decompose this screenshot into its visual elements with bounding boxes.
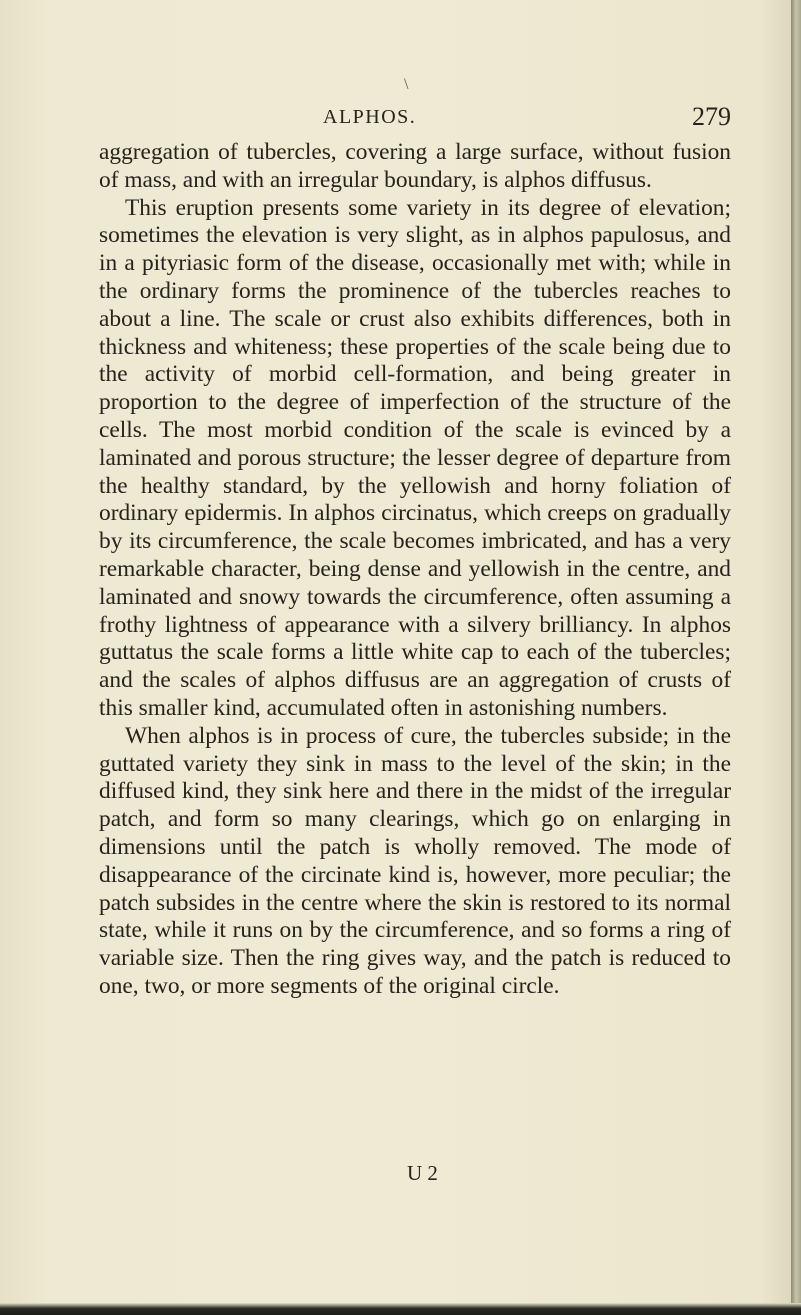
page-header (99, 102, 731, 136)
page-edge-right (791, 0, 801, 1315)
paragraph: aggregation of tubercles, covering a large surface, without fusion of mass, and with an irregular boundary, is alphos diffusus. (99, 139, 731, 193)
margin-mark: \ (404, 76, 409, 93)
page-number: 279 (692, 102, 731, 131)
signature-mark: U 2 (407, 1161, 438, 1185)
paragraph: When alphos is in process of cure, the tubercles subside; in the guttated variety they sink in mass to the level of the skin; in the diffused kind, they sink here and there in the midst of the irregular patch, and form so many clearings, which go on enlarging in dimensions until the patch is wholly removed. The mode of disappearance of the circinate kind is, however, more peculiar; the patch subsides in the centre where the skin is restored to its normal state, while it runs on by the circumference, and so forms a ring of variable size. Then the ring gives way, and the patch is reduced to one, two, or more segments of the original circle. (99, 722, 731, 999)
paragraph: This eruption presents some variety in its degree of elevation; sometimes the elevation is very slight, as in alphos papulosus, and in a pityriasic form of the disease, occasionally met with; while in the ordinary forms the prominence of the tubercles reaches to about a line. The scale or crust also exhibits differences, both in thickness and whiteness; these properties of the scale being due to the activity of morbid cell-formation, and being greater in proportion to the degree of imperfection of the structure of the cells. The most morbid condition of the scale is evinced by a laminated and porous structure; the lesser degree of departure from the healthy standard, by the yellowish and horny foliation of ordinary epidermis. In alphos circinatus, which creeps on gradually by its circumference, the scale becomes imbricated, and has a very remarkable character, being dense and yellowish in the centre, and laminated and snowy towards the circumference, often assuming a frothy lightness of appearance with a silvery brilliancy. In alphos guttatus the scale forms a little white cap to each of the tubercles; and the scales of alphos diffusus are an aggregation of crusts of this smaller kind, accumulated often in astonishing numbers. (99, 194, 731, 721)
running-head: ALPHOS. (323, 106, 417, 128)
body-text (99, 139, 731, 1001)
page-edge-bottom (0, 1303, 801, 1315)
